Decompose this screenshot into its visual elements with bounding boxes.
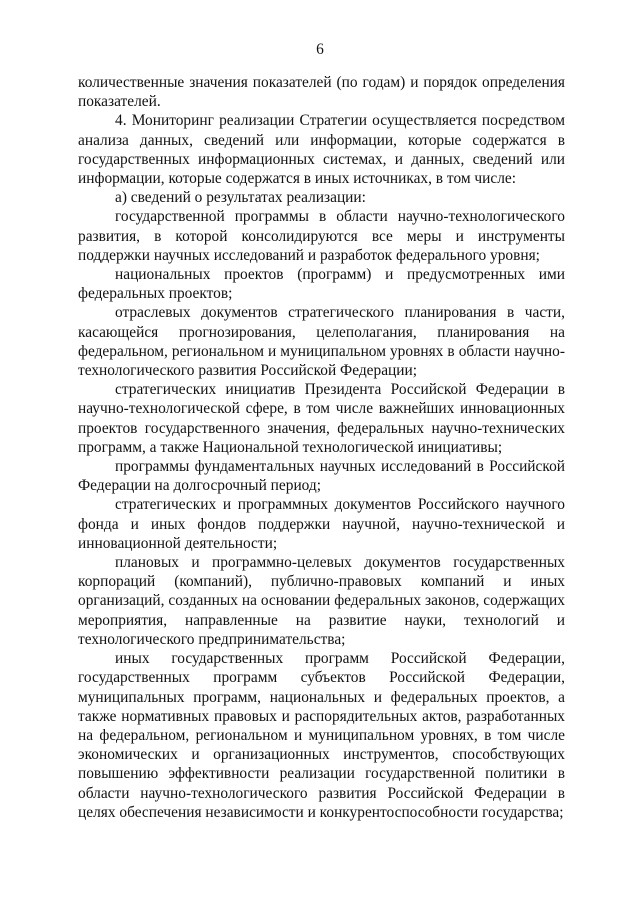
paragraph-strategic-initiatives: стратегических инициатив Президента Российской Федерации в научно-технологической сфере, в том числе важнейших инновационных проектов государственного значения, федеральных научно-технических программ, а также Национальной технологической инициативы; [78,381,565,456]
paragraph-item-a: а) сведений о результатах реализации: [115,189,366,207]
paragraph-continuation: количественные значения показателей (по годам) и порядок определения показателей. [78,74,565,111]
paragraph-monitoring: 4. Мониторинг реализации Стратегии осуществляется посредством анализа данных, сведений или информации, которые содержатся в государственных информационных системах, и данных, сведений или информации, которые содержатся в иных источниках, в том числе: [78,112,565,188]
document-body [78,73,565,822]
paragraph-state-program: государственной программы в области научно-технологического развития, в которой консолидируются все меры и инструменты поддержки научных исследований и разработок федерального уровня; [78,208,565,264]
paragraph-fundamental-research: программы фундаментальных научных исследований в Российской Федерации на долгосрочный период; [78,458,565,495]
paragraph-corporations: плановых и программно-целевых документов государственных корпораций (компаний), публично-правовых компаний и иных организаций, созданных на основании федеральных законов, содержащих мероприятия, направленные на развитие науки, технологий и технологического предпринимательства; [78,554,565,648]
paragraph-science-fund: стратегических и программных документов Российского научного фонда и иных фондов поддержки научной, научно-технической и инновационной деятельности; [78,496,565,552]
paragraph-other-programs: иных государственных программ Российской Федерации, государственных программ субъектов Российской Федерации, муниципальных программ, национальных и федеральных проектов, а также нормативных правовых и распорядительных актов, разработанных на федеральном, региональном и муниципальном уровнях, в том числе экономических и организационных инструментов, способствующих повышению эффективности реализации государственной политики в области научно-технологического развития Российской Федерации в целях обеспечения независимости и конкурентоспособности государства; [78,650,565,821]
paragraph-sectoral-documents: отраслевых документов стратегического планирования в части, касающейся прогнозирования, целеполагания, планирования на федеральном, региональном и муниципальном уровнях в области научно-технологического развития Российской Федерации; [78,304,565,380]
paragraph-national-projects: национальных проектов (программ) и предусмотренных ими федеральных проектов; [78,266,565,303]
page-number: 6 [316,41,324,58]
